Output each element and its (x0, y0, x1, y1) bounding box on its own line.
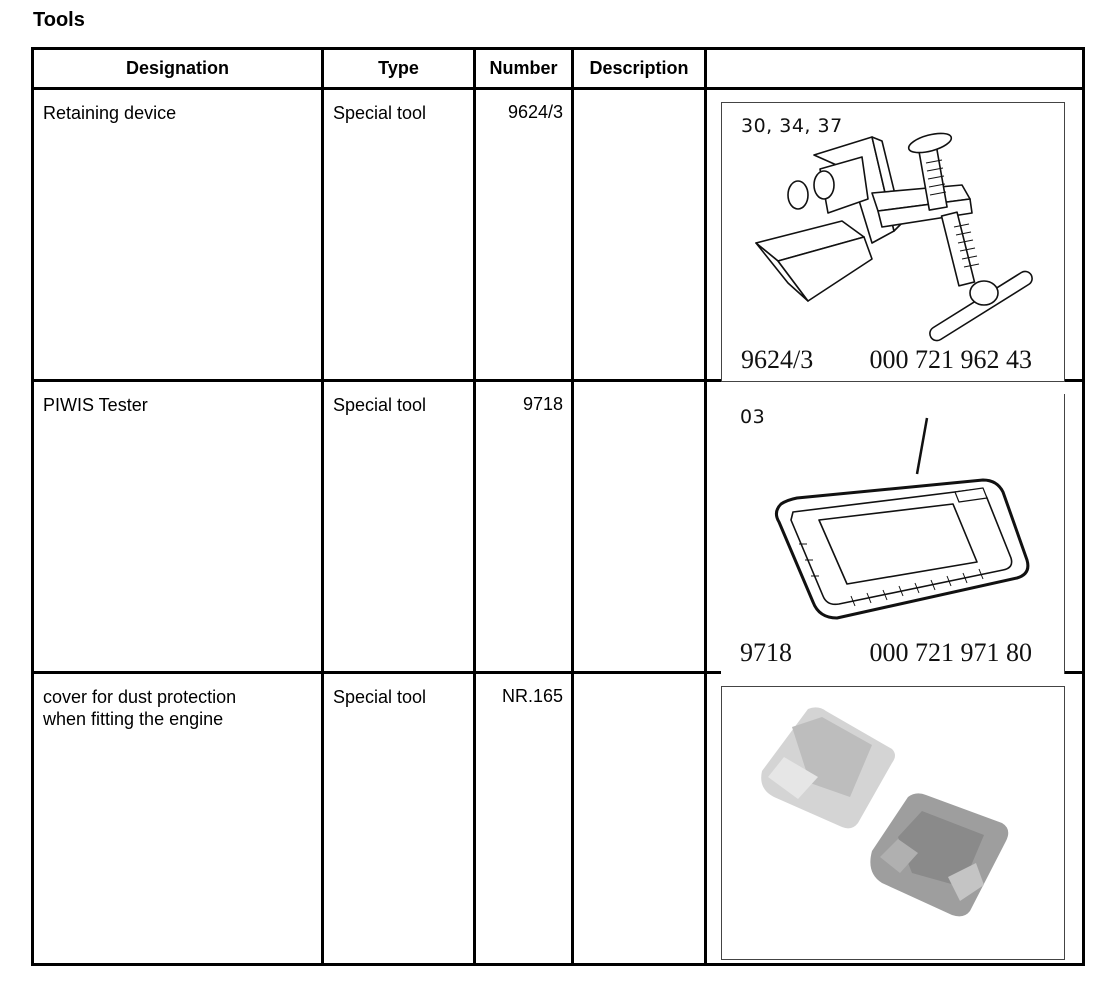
number-text: NR.165 (501, 686, 563, 706)
tool-ref-numbers: 03 (740, 406, 766, 428)
cell-number (475, 89, 573, 381)
tool-image-frame (721, 394, 1065, 674)
header-image (706, 49, 1084, 89)
dust-cover-photo-icon (722, 687, 1066, 961)
description-text (574, 674, 704, 686)
type-text: Special tool (333, 103, 427, 123)
designation-text: PIWIS Tester (43, 395, 148, 415)
tool-image-frame (721, 102, 1065, 382)
cell-type (323, 381, 475, 673)
page-title: Tools (33, 9, 85, 31)
piwis-tester-illustration-icon (721, 394, 1065, 674)
cell-type (323, 673, 475, 965)
tool-number-label: 9718 (740, 638, 792, 667)
designation-text (34, 674, 321, 730)
cell-description (573, 381, 706, 673)
cell-description (573, 89, 706, 381)
table-row (33, 673, 1084, 965)
cell-image (706, 381, 1084, 673)
designation-text: Retaining device (43, 103, 177, 123)
cell-description (573, 673, 706, 965)
description-text (574, 90, 704, 102)
type-text: Special tool (333, 687, 427, 707)
designation-line: when fitting the engine (43, 709, 224, 729)
table-header-row (33, 49, 1084, 89)
cell-designation (33, 89, 323, 381)
designation-line: cover for dust protection (43, 687, 237, 707)
cell-type (323, 89, 475, 381)
tool-ref-numbers: 30, 34, 37 (741, 115, 843, 137)
header-number: Number (475, 49, 573, 89)
table-row (33, 381, 1084, 673)
table-row (33, 89, 1084, 381)
number-text: 9624/3 (507, 102, 563, 122)
cell-number (475, 673, 573, 965)
tool-part-number: 000 721 971 80 (869, 638, 1032, 667)
header-designation: Designation (33, 49, 323, 89)
cell-image (706, 673, 1084, 965)
number-text: 9718 (522, 394, 563, 414)
cell-designation (33, 673, 323, 965)
cell-designation (33, 381, 323, 673)
cell-number (475, 381, 573, 673)
type-text: Special tool (333, 395, 427, 415)
tool-part-number: 000 721 962 43 (869, 345, 1032, 374)
tools-table (31, 47, 1085, 966)
description-text (574, 382, 704, 394)
cell-image (706, 89, 1084, 381)
tool-image-frame (721, 686, 1065, 960)
retaining-device-illustration-icon (722, 103, 1066, 383)
header-description: Description (573, 49, 706, 89)
header-type: Type (323, 49, 475, 89)
tool-number-label: 9624/3 (741, 345, 814, 374)
